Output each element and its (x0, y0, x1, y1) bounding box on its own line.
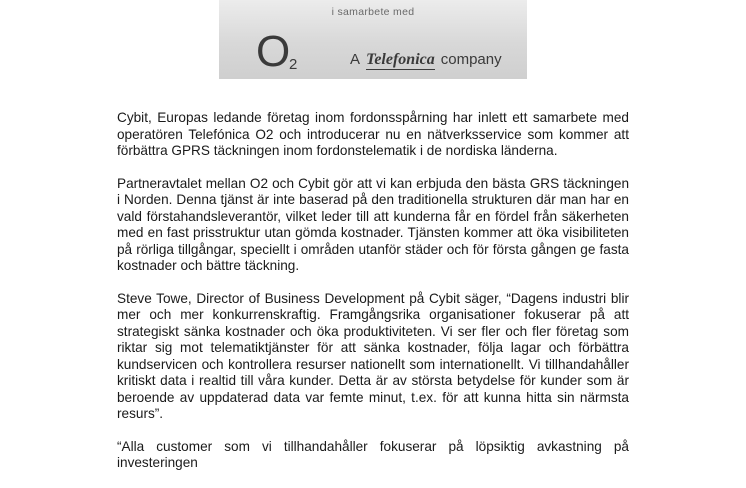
company-suffix: company (440, 51, 502, 68)
telefonica-company-line (350, 51, 502, 69)
article-body (117, 110, 629, 488)
partner-banner (219, 0, 527, 79)
paragraph: Cybit, Europas ledande företag inom fordonsspårning har inlett ett samarbete med operatören Telefónica O2 och introducerar nu en nätverksservice som kommer att förbättra GPRS täckningen inom fordonstelematik i de nordiska länderna. (117, 110, 629, 158)
company-article: A (350, 51, 361, 68)
paragraph: Partneravtalet mellan O2 och Cybit gör att vi kan erbjuda den bästa GRS täckningen i Norden. Denna tjänst är inte baserad på den traditionella strukturen där man har en vald förstahandsleverantör, vilket leder till att kunderna får en fördel från säkerheten med en fast prisstruktur utan gömda kostnader. Tjänsten kommer att öka visibiliteten på rörliga tillgångar, speciellt i områden utanför städer och för första gången ge fasta kostnader och bättre täckning. (117, 175, 629, 273)
paragraph: Steve Towe, Director of Business Development på Cybit säger, “Dagens industri blir mer och mer konkurrenskraftig. Framgångsrika organisationer fokuserar på att strategiskt sänka kostnader och öka produktiviteten. Vi ser fler och fler företag som riktar sig mot telematiktjänster för att sänka kostnader, följa lagar och förbättra kundservicen och kontrollera resurser nationellt som internationellt. Vi tillhandahåller kritiskt data i realtid till våra kunder. Detta är av största betydelse för kunder som är beroende av uppdaterad data var femte minut, t.ex. för att kunna hitta sin närmsta resurs”. (117, 290, 629, 421)
o2-logo-letter: O (256, 27, 291, 76)
paragraph: “Alla customer som vi tillhandahåller fokuserar på löpsiktig avkastning på investeringen (117, 438, 629, 470)
banner-tagline: i samarbete med (331, 6, 415, 18)
telefonica-logo: Telefonica (366, 51, 435, 68)
o2-logo-subscript: 2 (289, 56, 298, 73)
o2-logo (256, 27, 298, 76)
